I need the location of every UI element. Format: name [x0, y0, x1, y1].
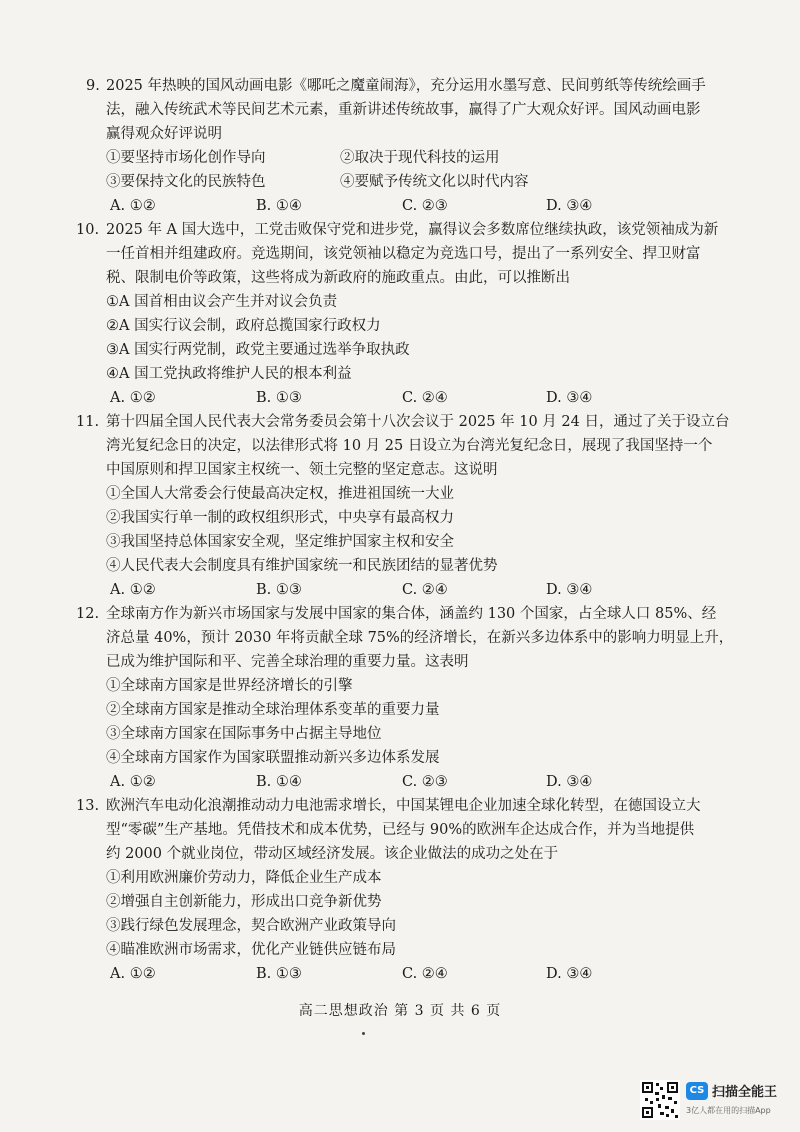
statement: ②A 国实行议会制，政府总揽国家行政权力 [106, 318, 381, 334]
scanner-watermark [640, 1080, 790, 1122]
statement: ④全球南方国家作为国家联盟推动新兴多边体系发展 [106, 750, 440, 766]
question-stem-line: 法，融入传统武术等民间艺术元素，重新讲述传统故事，赢得了广大观众好评。国风动画电影 [106, 102, 701, 118]
statement: ②我国实行单一制的政权组织形式，中央享有最高权力 [106, 510, 454, 526]
statement: ②全球南方国家是推动全球治理体系变革的重要力量 [106, 702, 440, 718]
question-number: 9. [86, 78, 100, 94]
answer-option-a: A. ①② [110, 774, 156, 790]
answer-option-b: B. ①④ [256, 774, 302, 790]
question-stem-line: 全球南方作为新兴市场国家与发展中国家的集合体，涵盖约 130 个国家，占全球人口 85%、经 [106, 606, 717, 622]
statement: ③全球南方国家在国际事务中占据主导地位 [106, 726, 382, 742]
answer-option-a: A. ①② [110, 198, 156, 214]
question-stem-line: 2025 年 A 国大选中，工党击败保守党和进步党，赢得议会多数席位继续执政，该党领袖成为新 [106, 222, 719, 238]
scan-speck [362, 1032, 365, 1035]
scanner-app-title: 扫描全能王 [712, 1085, 778, 1100]
statement: ④A 国工党执政将维护人民的根本利益 [106, 366, 352, 382]
question-stem-line: 已成为维护国际和平、完善全球治理的重要力量。这表明 [106, 654, 469, 670]
answer-option-d: D. ③④ [546, 198, 593, 214]
answer-option-c: C. ②④ [402, 966, 448, 982]
answer-option-a: A. ①② [110, 390, 156, 406]
question-stem-line: 第十四届全国人民代表大会常务委员会第十八次会议于 2025 年 10 月 24 日，通过了关于设立台 [106, 414, 730, 430]
statement: ③A 国实行两党制，政党主要通过选举争取执政 [106, 342, 410, 358]
scanner-app-subtitle: 3亿人都在用的扫描App [686, 1106, 771, 1115]
question-stem-line: 税、限制电价等政策，这些将成为新政府的施政重点。由此，可以推断出 [106, 270, 570, 286]
question-stem-line: 约 2000 个就业岗位，带动区域经济发展。该企业做法的成功之处在于 [106, 846, 559, 862]
answer-option-d: D. ③④ [546, 582, 593, 598]
answer-option-d: D. ③④ [546, 774, 593, 790]
statement: ③践行绿色发展理念，契合欧洲产业政策导向 [106, 918, 396, 934]
statement: ①全球南方国家是世界经济增长的引擎 [106, 678, 353, 694]
question-stem-line: 2025 年热映的国风动画电影《哪吒之魔童闹海》，充分运用水墨写意、民间剪纸等传统绘画手 [106, 78, 706, 94]
answer-option-a: A. ①② [110, 966, 156, 982]
question-stem-line: 赢得观众好评说明 [106, 126, 222, 142]
answer-option-d: D. ③④ [546, 966, 593, 982]
statement: ③我国坚持总体国家安全观，坚定维护国家主权和安全 [106, 534, 454, 550]
answer-option-a: A. ①② [110, 582, 156, 598]
answer-option-c: C. ②④ [402, 582, 448, 598]
statement: ②取决于现代科技的运用 [340, 150, 500, 166]
answer-option-b: B. ①③ [256, 966, 302, 982]
answer-option-c: C. ②③ [402, 198, 448, 214]
question-number: 13. [76, 798, 100, 814]
statement: ①利用欧洲廉价劳动力，降低企业生产成本 [106, 870, 382, 886]
answer-option-c: C. ②④ [402, 390, 448, 406]
question-stem-line: 型“零碳”生产基地。凭借技术和成本优势，已经与 90%的欧洲车企达成合作，并为当地提供 [106, 822, 695, 838]
answer-option-b: B. ①④ [256, 198, 302, 214]
question-stem-line: 济总量 40%，预计 2030 年将贡献全球 75%的经济增长，在新兴多边体系中的影响力明显上升， [106, 630, 734, 646]
answer-option-c: C. ②③ [402, 774, 448, 790]
statement: ①要坚持市场化创作导向 [106, 150, 266, 166]
question-number: 10. [76, 222, 100, 238]
statement: ①全国人大常委会行使最高决定权，推进祖国统一大业 [106, 486, 454, 502]
statement: ④瞄准欧洲市场需求，优化产业链供应链布局 [106, 942, 396, 958]
question-stem-line: 湾光复纪念日的决定，以法律形式将 10 月 25 日设立为台湾光复纪念日，展现了我国坚持一个 [106, 438, 713, 454]
question-stem-line: 中国原则和捍卫国家主权统一、领土完整的坚定意志。这说明 [106, 462, 498, 478]
statement: ④人民代表大会制度具有维护国家统一和民族团结的显著优势 [106, 558, 498, 574]
question-stem-line: 一任首相并组建政府。竞选期间，该党领袖以稳定为竞选口号，提出了一系列安全、捍卫财富 [106, 246, 701, 262]
statement: ②增强自主创新能力，形成出口竞争新优势 [106, 894, 382, 910]
question-number: 11. [76, 414, 100, 430]
page-footer: 高二思想政治 第 3 页 共 6 页 [298, 1003, 502, 1019]
answer-option-d: D. ③④ [546, 390, 593, 406]
statement: ①A 国首相由议会产生并对议会负责 [106, 294, 338, 310]
answer-option-b: B. ①③ [256, 390, 302, 406]
question-stem-line: 欧洲汽车电动化浪潮推动动力电池需求增长，中国某锂电企业加速全球化转型，在德国设立大 [106, 798, 701, 814]
statement: ④要赋予传统文化以时代内容 [340, 174, 529, 190]
question-number: 12. [76, 606, 100, 622]
statement: ③要保持文化的民族特色 [106, 174, 266, 190]
qr-code-icon [640, 1080, 680, 1120]
camscanner-logo: CS [686, 1082, 708, 1100]
answer-option-b: B. ①③ [256, 582, 302, 598]
